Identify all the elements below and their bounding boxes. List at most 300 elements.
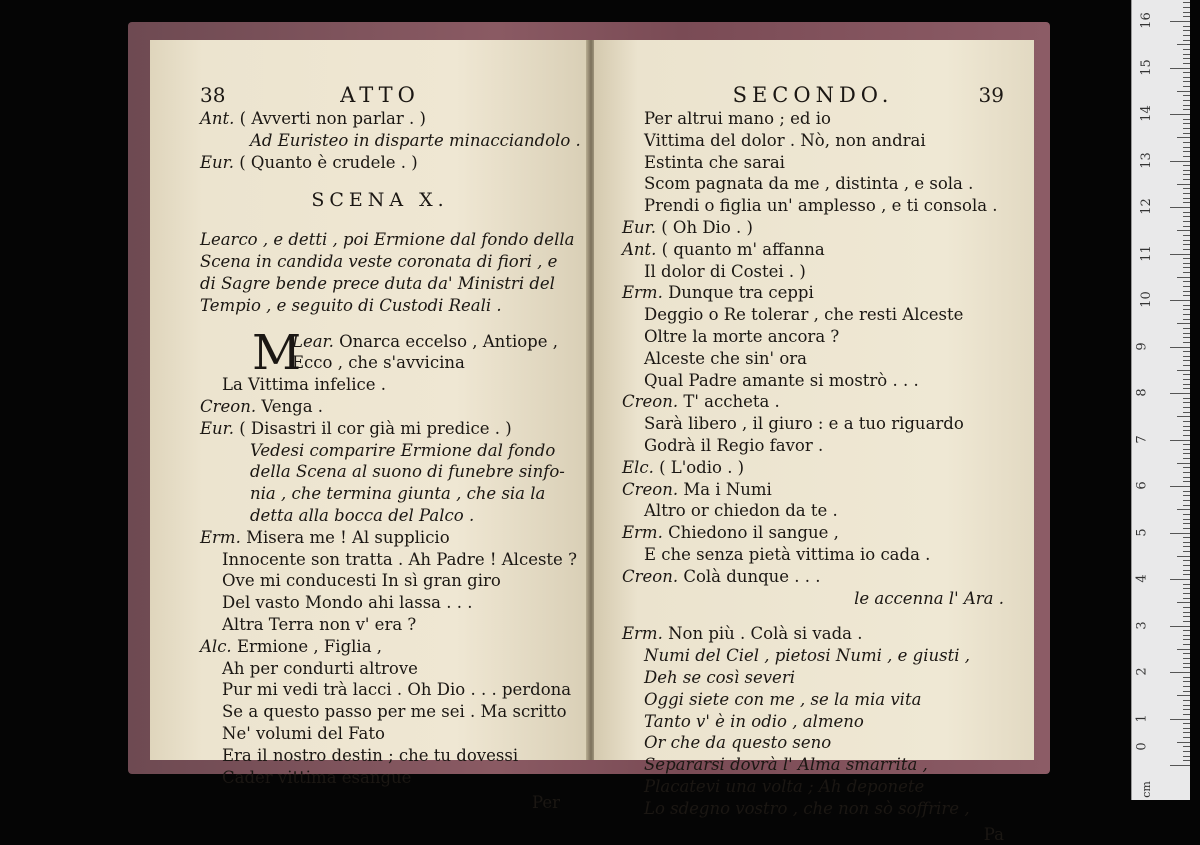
speaker-label: Eur. <box>200 153 234 172</box>
ruler-tick <box>1183 621 1190 622</box>
text-line <box>200 108 560 130</box>
ruler-tick <box>1177 509 1190 510</box>
ruler-tick <box>1183 188 1190 189</box>
line-text: Scom pagnata da me , distinta , e sola . <box>644 174 973 193</box>
ruler-tick <box>1183 458 1190 459</box>
text-line <box>622 195 1004 217</box>
text-line <box>200 418 560 440</box>
ruler-label: 10 <box>1139 291 1154 308</box>
line-text: Ne' volumi del Fato <box>222 724 385 743</box>
ruler-tick <box>1183 249 1190 250</box>
line-text: Ma i Numi <box>683 480 772 499</box>
ruler-label: 1 <box>1135 714 1150 722</box>
line-text: Altra Terra non v' era ? <box>222 615 416 634</box>
ruler-label: 11 <box>1139 245 1154 262</box>
line-text: Qual Padre amante si mostrò . . . <box>644 371 919 390</box>
ruler-tick <box>1177 323 1190 324</box>
ruler-tick <box>1183 360 1190 361</box>
text-line <box>200 723 560 745</box>
ruler-tick <box>1183 714 1190 715</box>
ruler-tick <box>1183 495 1190 496</box>
line-text: ( Avverti non parlar . ) <box>240 109 426 128</box>
line-text: Tanto v' è in odio , almeno <box>644 712 864 731</box>
line-text: Il dolor di Costei . ) <box>644 262 806 281</box>
ruler-tick <box>1183 700 1190 701</box>
ruler-tick <box>1183 240 1190 241</box>
line-text: detta alla bocca del Palco . <box>250 506 474 525</box>
ruler-unit: cm <box>1140 781 1153 798</box>
dropcap-letter: M <box>252 331 301 375</box>
line-text: Per altrui mano ; ed io <box>644 109 831 128</box>
line-text: Numi del Ciel , pietosi Numi , e giusti , <box>644 646 970 665</box>
left-page-header <box>200 84 560 106</box>
text-line <box>622 435 1004 457</box>
speaker-label: Alc. <box>200 637 232 656</box>
ruler-tick <box>1177 416 1190 417</box>
ruler-tick <box>1183 179 1190 180</box>
text-line <box>200 549 560 571</box>
ruler-tick <box>1183 542 1190 543</box>
ruler-tick <box>1183 95 1190 96</box>
text-line <box>622 173 1004 195</box>
line-text: T' accheta . <box>683 392 779 411</box>
ruler-tick <box>1183 58 1190 59</box>
ruler-tick <box>1183 519 1190 520</box>
text-line <box>622 108 1004 130</box>
speaker-label: Elc. <box>622 458 654 477</box>
ruler-tick <box>1183 151 1190 152</box>
ruler-tick <box>1183 133 1190 134</box>
direction-line: Learco , e detti , poi Ermione dal fondo della <box>200 229 560 251</box>
ruler-tick <box>1170 765 1190 766</box>
left-page <box>150 40 588 760</box>
ruler-tick <box>1183 216 1190 217</box>
ruler-tick <box>1183 407 1190 408</box>
ruler-tick <box>1183 49 1190 50</box>
ruler-label: 0 <box>1135 742 1150 750</box>
line-text: nia , che termina giunta , che sia la <box>250 484 545 503</box>
line-text: della Scena al suono di funebre sinfo- <box>250 462 565 481</box>
line-text: Colà dunque . . . <box>683 567 820 586</box>
ruler-tick <box>1170 347 1190 348</box>
ruler-tick <box>1183 426 1190 427</box>
ruler-tick <box>1170 393 1190 394</box>
line-text: Deh se così severi <box>644 668 795 687</box>
line-text: Ad Euristeo in disparte minacciandolo . <box>250 131 581 150</box>
speaker-label: Eur. <box>622 218 656 237</box>
line-text: Era il nostro destin ; che tu dovessi <box>222 746 518 765</box>
text-line <box>622 326 1004 348</box>
ruler-tick <box>1177 556 1190 557</box>
line-text: Separarsi dovrà l' Alma smarrita , <box>644 755 928 774</box>
speaker-label: Lear. <box>292 332 334 351</box>
ruler-tick <box>1183 2 1190 3</box>
ruler-tick <box>1183 342 1190 343</box>
line-text: le accenna l' Ara . <box>854 589 1004 608</box>
ruler-tick <box>1170 626 1190 627</box>
ruler-tick <box>1183 72 1190 73</box>
ruler-tick <box>1183 281 1190 282</box>
text-line <box>200 614 560 636</box>
ruler-tick <box>1183 653 1190 654</box>
speaker-label: Ant. <box>622 240 656 259</box>
ruler-tick <box>1183 500 1190 501</box>
ruler-tick <box>1183 30 1190 31</box>
ruler-tick <box>1183 314 1190 315</box>
speaker-label: Erm. <box>622 624 663 643</box>
ruler-tick <box>1183 319 1190 320</box>
ruler-tick <box>1183 258 1190 259</box>
ruler-tick <box>1183 170 1190 171</box>
line-text: Lo sdegno vostro , che non sò soffrire , <box>644 799 970 818</box>
ruler-tick <box>1183 63 1190 64</box>
text-line <box>622 413 1004 435</box>
ruler-tick <box>1183 746 1190 747</box>
ruler-tick <box>1183 156 1190 157</box>
direction-line: di Sagre bende prece duta da' Ministri del <box>200 273 560 295</box>
ruler-tick <box>1183 328 1190 329</box>
text-line <box>622 667 1004 689</box>
text-line <box>622 457 1004 479</box>
ruler-tick <box>1170 254 1190 255</box>
text-line <box>200 745 560 767</box>
ruler-tick <box>1183 546 1190 547</box>
ruler-tick <box>1183 705 1190 706</box>
ruler-tick <box>1183 751 1190 752</box>
ruler-tick <box>1183 356 1190 357</box>
ruler-tick <box>1183 551 1190 552</box>
text-line <box>622 217 1004 239</box>
text-line <box>200 483 560 505</box>
ruler-label: 2 <box>1135 667 1150 675</box>
text-line <box>622 689 1004 711</box>
text-line <box>622 261 1004 283</box>
ruler-tick <box>1170 300 1190 301</box>
line-text: Venga . <box>261 397 323 416</box>
speaker-label: Erm. <box>622 523 663 542</box>
ruler-tick <box>1183 35 1190 36</box>
ruler-tick <box>1183 77 1190 78</box>
ruler-tick <box>1183 398 1190 399</box>
text-line <box>622 348 1004 370</box>
ruler-tick <box>1183 212 1190 213</box>
ruler-tick <box>1170 579 1190 580</box>
ruler-tick <box>1183 444 1190 445</box>
ruler-label: 7 <box>1135 435 1150 443</box>
left-verse-lines <box>200 331 560 789</box>
speaker-label: Eur. <box>200 419 234 438</box>
text-line <box>622 152 1004 174</box>
text-line <box>622 130 1004 152</box>
ruler-label: 8 <box>1135 388 1150 396</box>
ruler-tick <box>1183 639 1190 640</box>
text-line <box>200 461 560 483</box>
text-line <box>200 636 560 658</box>
ruler-tick <box>1183 467 1190 468</box>
ruler-tick <box>1183 491 1190 492</box>
ruler-tick <box>1183 123 1190 124</box>
ruler-tick <box>1183 333 1190 334</box>
speaker-label: Ant. <box>200 109 234 128</box>
ruler-tick <box>1177 184 1190 185</box>
ruler-tick <box>1183 305 1190 306</box>
ruler-tick <box>1183 226 1190 227</box>
ruler-tick <box>1183 412 1190 413</box>
line-text: ( L'odio . ) <box>659 458 744 477</box>
ruler-tick <box>1183 663 1190 664</box>
text-line <box>200 701 560 723</box>
ruler-tick <box>1183 760 1190 761</box>
text-line <box>622 522 1004 544</box>
ruler-tick <box>1183 174 1190 175</box>
speaker-label: Creon. <box>622 567 678 586</box>
ruler-tick <box>1170 161 1190 162</box>
ruler-tick <box>1183 435 1190 436</box>
ruler-tick <box>1183 560 1190 561</box>
ruler-tick <box>1177 463 1190 464</box>
ruler-tick <box>1177 602 1190 603</box>
text-line <box>200 440 560 462</box>
text-line <box>622 239 1004 261</box>
ruler-tick <box>1183 616 1190 617</box>
ruler-tick <box>1183 12 1190 13</box>
ruler-tick <box>1183 402 1190 403</box>
ruler-tick <box>1177 649 1190 650</box>
ruler-tick <box>1183 681 1190 682</box>
ruler-tick <box>1170 21 1190 22</box>
ruler-tick <box>1183 481 1190 482</box>
ruler-tick <box>1177 695 1190 696</box>
open-book <box>128 22 1050 774</box>
ruler-tick <box>1177 137 1190 138</box>
text-line <box>200 396 560 418</box>
ruler-tick <box>1170 207 1190 208</box>
ruler-tick <box>1183 523 1190 524</box>
ruler-tick <box>1170 486 1190 487</box>
ruler-label: 14 <box>1139 105 1154 122</box>
line-text: ( Oh Dio . ) <box>661 218 753 237</box>
catchword: Per <box>200 792 560 814</box>
text-line <box>622 304 1004 326</box>
text-line <box>622 370 1004 392</box>
ruler-tick <box>1183 309 1190 310</box>
ruler-tick <box>1183 644 1190 645</box>
ruler-tick <box>1183 221 1190 222</box>
text-line <box>622 588 1004 610</box>
ruler-tick <box>1183 449 1190 450</box>
line-text: Sarà libero , il giuro : e a tuo riguardo <box>644 414 964 433</box>
speaker-label: Creon. <box>622 392 678 411</box>
line-text: Ah per condurti altrove <box>222 659 418 678</box>
ruler-tick <box>1183 574 1190 575</box>
line-text: Alceste che sin' ora <box>644 349 807 368</box>
right-page-header <box>622 84 1004 106</box>
ruler-tick <box>1183 584 1190 585</box>
line-text: Altro or chiedon da te . <box>644 501 838 520</box>
speaker-label: Erm. <box>622 283 663 302</box>
ruler-tick <box>1170 68 1190 69</box>
ruler-tick <box>1183 119 1190 120</box>
text-line <box>622 282 1004 304</box>
ruler-tick <box>1183 263 1190 264</box>
ruler-tick <box>1183 477 1190 478</box>
ruler-tick <box>1183 691 1190 692</box>
speaker-label: Erm. <box>200 528 241 547</box>
ruler-tick <box>1177 370 1190 371</box>
line-text: Placatevi una volta ; Ah deponete <box>644 777 924 796</box>
ruler-tick <box>1183 86 1190 87</box>
ruler-tick <box>1183 100 1190 101</box>
measurement-ruler <box>1131 0 1190 800</box>
ruler-label: 13 <box>1139 152 1154 169</box>
text-line <box>200 130 560 152</box>
ruler-tick <box>1183 658 1190 659</box>
ruler-label: 16 <box>1139 12 1154 29</box>
running-head: ATTO <box>225 84 534 106</box>
ruler-tick <box>1183 7 1190 8</box>
ruler-tick <box>1183 528 1190 529</box>
ruler-tick <box>1177 230 1190 231</box>
line-text: Pur mi vedi trà lacci . Oh Dio . . . perdona <box>222 680 571 699</box>
text-line <box>622 566 1004 588</box>
ruler-tick <box>1177 742 1190 743</box>
ruler-label: 12 <box>1139 198 1154 215</box>
line-text: Onarca eccelso , Antiope , <box>339 332 558 351</box>
ruler-tick <box>1177 91 1190 92</box>
ruler-label: 3 <box>1135 621 1150 629</box>
line-text: Se a questo passo per me sei . Ma scritto <box>222 702 567 721</box>
ruler-tick <box>1183 128 1190 129</box>
text-line <box>622 754 1004 776</box>
line-text: Innocente son tratta . Ah Padre ! Alceste ? <box>222 550 577 569</box>
ruler-tick <box>1183 379 1190 380</box>
text-line <box>200 152 560 174</box>
ruler-tick <box>1183 514 1190 515</box>
ruler-tick <box>1183 593 1190 594</box>
ruler-tick <box>1177 44 1190 45</box>
text-line <box>200 592 560 614</box>
ruler-tick <box>1183 235 1190 236</box>
line-text: Ecco , che s'avvicina <box>292 353 465 372</box>
ruler-tick <box>1170 672 1190 673</box>
line-text: Vedesi comparire Ermione dal fondo <box>250 441 555 460</box>
left-top-lines <box>200 108 560 173</box>
ruler-label: 6 <box>1135 481 1150 489</box>
ruler-tick <box>1183 630 1190 631</box>
ruler-tick <box>1183 365 1190 366</box>
ruler-tick <box>1183 667 1190 668</box>
catchword: Pa <box>622 824 1004 845</box>
line-text: Non più . Colà si vada . <box>668 624 862 643</box>
text-line <box>200 527 560 549</box>
ruler-tick <box>1183 147 1190 148</box>
speaker-label: Creon. <box>622 480 678 499</box>
ruler-tick <box>1183 40 1190 41</box>
line-text: Estinta che sarai <box>644 153 785 172</box>
ruler-tick <box>1183 286 1190 287</box>
ruler-tick <box>1183 272 1190 273</box>
ruler-tick <box>1177 277 1190 278</box>
ruler-tick <box>1183 607 1190 608</box>
line-text: Dunque tra ceppi <box>668 283 814 302</box>
ruler-tick <box>1183 453 1190 454</box>
ruler-tick <box>1183 291 1190 292</box>
scene-title: SCENA X. <box>200 189 560 211</box>
text-line <box>622 776 1004 798</box>
ruler-tick <box>1183 105 1190 106</box>
line-text: Del vasto Mondo ahi lassa . . . <box>222 593 473 612</box>
ruler-tick <box>1183 16 1190 17</box>
text-line <box>622 711 1004 733</box>
text-line <box>622 623 1004 645</box>
ruler-tick <box>1183 635 1190 636</box>
text-line <box>622 500 1004 522</box>
ruler-tick <box>1170 533 1190 534</box>
line-text: ( Disastri il cor già mi predice . ) <box>239 419 511 438</box>
ruler-tick <box>1183 565 1190 566</box>
ruler-tick <box>1183 142 1190 143</box>
line-text: Oltre la morte ancora ? <box>644 327 839 346</box>
text-line <box>622 645 1004 667</box>
line-text: Godrà il Regio favor . <box>644 436 823 455</box>
ruler-tick <box>1183 677 1190 678</box>
ruler-tick <box>1170 719 1190 720</box>
ruler-tick <box>1183 267 1190 268</box>
line-text: Vittima del dolor . Nò, non andrai <box>644 131 926 150</box>
ruler-tick <box>1183 374 1190 375</box>
line-text: Ove mi conducesti In sì gran giro <box>222 571 501 590</box>
text-line <box>622 391 1004 413</box>
ruler-label: 15 <box>1139 59 1154 76</box>
line-text: Chiedono il sangue , <box>668 523 839 542</box>
ruler-tick <box>1183 109 1190 110</box>
dropcap-block <box>200 331 560 789</box>
right-verse-lines <box>622 108 1004 820</box>
ruler-tick <box>1183 598 1190 599</box>
line-text: ( quanto m' affanna <box>662 240 825 259</box>
ruler-tick <box>1183 421 1190 422</box>
ruler-tick <box>1183 709 1190 710</box>
ruler-tick <box>1183 612 1190 613</box>
ruler-tick <box>1183 388 1190 389</box>
ruler-label: 4 <box>1135 574 1150 582</box>
ruler-tick <box>1183 723 1190 724</box>
ruler-tick <box>1183 295 1190 296</box>
ruler-tick <box>1183 165 1190 166</box>
running-head: SECONDO. <box>647 84 978 106</box>
ruler-tick <box>1183 686 1190 687</box>
right-page <box>594 40 1034 760</box>
direction-line: Tempio , e seguito di Custodi Reali . <box>200 295 560 317</box>
text-line <box>622 544 1004 566</box>
ruler-tick <box>1183 198 1190 199</box>
ruler-tick <box>1183 570 1190 571</box>
line-text: Cader vittima esangue <box>222 768 411 787</box>
ruler-tick <box>1183 732 1190 733</box>
speaker-label: Creon. <box>200 397 256 416</box>
ruler-tick <box>1183 430 1190 431</box>
line-text: La Vittima infelice . <box>222 375 386 394</box>
ruler-tick <box>1183 351 1190 352</box>
page-number: 38 <box>200 84 225 106</box>
text-line <box>622 479 1004 501</box>
line-text: Ermione , Figlia , <box>237 637 382 656</box>
ruler-tick <box>1183 588 1190 589</box>
scene-direction <box>200 229 560 316</box>
ruler-tick <box>1170 440 1190 441</box>
ruler-tick <box>1183 202 1190 203</box>
line-text: Misera me ! Al supplicio <box>246 528 450 547</box>
